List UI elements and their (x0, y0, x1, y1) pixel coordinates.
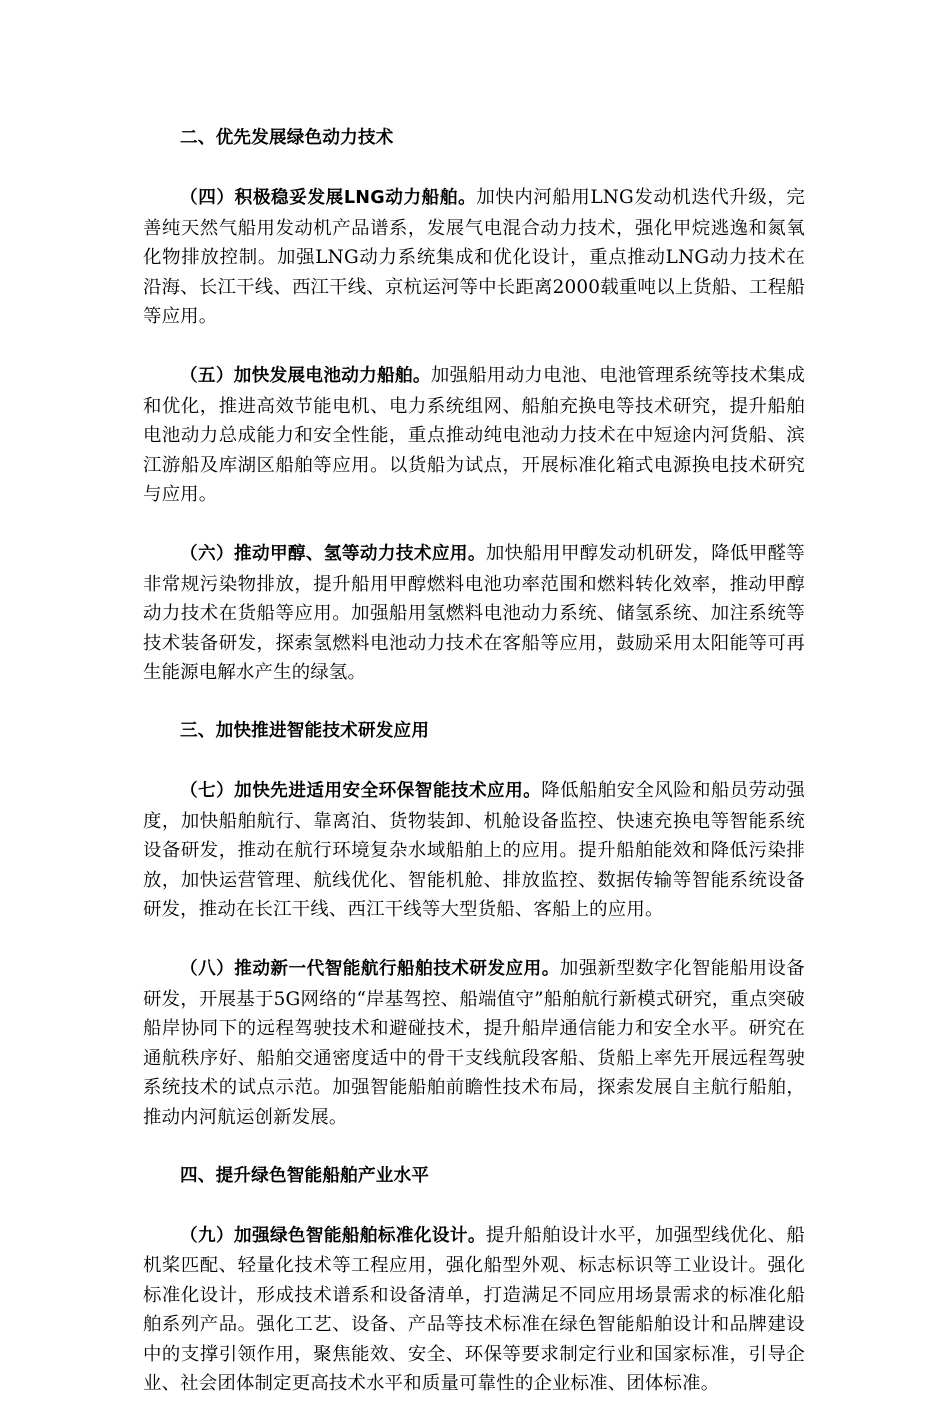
paragraph-lead: （六）推动甲醇、氢等动力技术应用。 (180, 544, 486, 564)
section-heading: 三、加快推进智能技术研发应用 (180, 721, 430, 741)
paragraph-text: 加快船用甲醇发动机研发，降低甲醛等非常规污染物排放，提升船用甲醇燃料电池功率范围和燃料转化效率，推动甲醇动力技术在货船等应用。加强船用氢燃料电池动力系统、储氢系统、加注系统等技术装备研发，探索氢燃料电池动力技术在客船等应用，鼓励采用太阳能等可再生能源电解水产生的绿氢。 (143, 543, 805, 683)
paragraph-lead: （九）加强绿色智能船舶标准化设计。 (180, 1225, 486, 1246)
paragraph-lead: （七）加快先进适用安全环保智能技术应用。 (180, 781, 542, 801)
document-body (143, 124, 805, 1428)
section-industry-level (143, 1162, 805, 1399)
section-heading: 四、提升绿色智能船舶产业水平 (180, 1165, 430, 1186)
paragraph-next-gen-navigation (143, 954, 805, 1132)
paragraph-text: 加强船用动力电池、电池管理系统等技术集成和优化，推进高效节能电机、电力系统组网、船舶充换电等技术研究，提升船舶电池动力总成能力和安全性能，重点推动纯电池动力技术在中短途内河货船、滨江游船及库湖区船舶等应用。以货船为试点，开展标准化箱式电源换电技术研究与应用。 (143, 365, 805, 505)
section-smart-tech (143, 717, 805, 1132)
paragraph-text: 提升船舶设计水平，加强型线优化、船机桨匹配、轻量化技术等工程应用，强化船型外观、标志标识等工业设计。强化标准化设计，形成技术谱系和设备清单，打造满足不同应用场景需求的标准化船舶系列产品。强化工艺、设备、产品等技术标准在绿色智能船舶设计和品牌建设中的支撑引领作用，聚焦能效、安全、环保等要求制定行业和国家标准，引导企业、社会团体制定更高技术水平和质量可靠性的企业标准、团体标准。 (143, 1224, 805, 1394)
paragraph-safety-smart (143, 776, 805, 925)
paragraph-text: 降低船舶安全风险和船员劳动强度，加快船舶航行、靠离泊、货物装卸、机舱设备监控、快速充换电等智能系统设备研发，推动在航行环境复杂水域船舶上的应用。提升船舶能效和降低污染排放，加快运营管理、航线优化、智能机舱、排放监控、数据传输等智能系统设备研发，推动在长江干线、西江干线等大型货船、客船上的应用。 (143, 780, 805, 920)
section-heading: 二、优先发展绿色动力技术 (180, 128, 394, 148)
paragraph-lead: （四）积极稳妥发展LNG动力船舶。 (180, 188, 477, 208)
paragraph-methanol-hydrogen (143, 539, 805, 688)
paragraph-standardized-design (143, 1221, 805, 1399)
paragraph-battery (143, 361, 805, 510)
paragraph-lead: （八）推动新一代智能航行船舶技术研发应用。 (180, 959, 560, 979)
paragraph-text: 加快内河船用LNG发动机迭代升级，完善纯天然气船用发动机产品谱系，发展气电混合动力技术，强化甲烷逃逸和氮氧化物排放控制。加强LNG动力系统集成和优化设计，重点推动LNG动力技术在沿海、长江干线、西江干线、京杭运河等中长距离2000载重吨以上货船、工程船等应用。 (143, 187, 805, 327)
paragraph-text: 加强新型数字化智能船用设备研发，开展基于5G网络的“岸基驾控、船端值守”船舶航行新模式研究，重点突破船岸协同下的远程驾驶技术和避碰技术，提升船岸通信能力和安全水平。研究在通航秩序好、船舶交通密度适中的骨干支线航段客船、货船上率先开展远程驾驶系统技术的试点示范。加强智能船舶前瞻性技术布局，探索发展自主航行船舶，推动内河航运创新发展。 (143, 958, 805, 1128)
section-green-power (143, 124, 805, 688)
paragraph-lng (143, 183, 805, 332)
paragraph-lead: （五）加快发展电池动力船舶。 (180, 366, 431, 386)
